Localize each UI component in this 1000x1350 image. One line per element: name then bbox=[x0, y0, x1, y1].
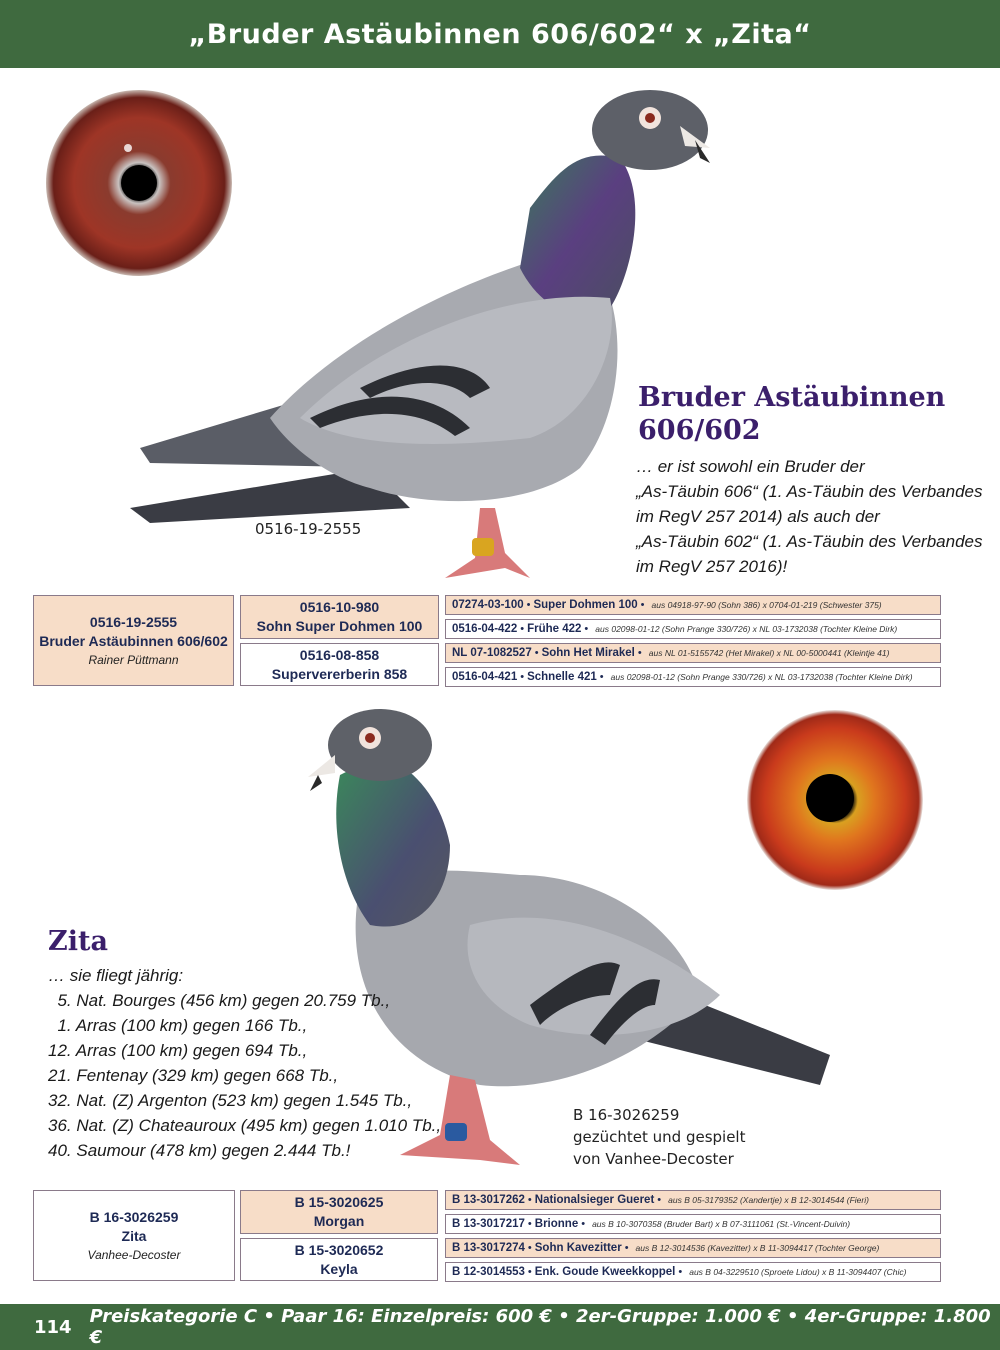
cock-grandparent-row: NL 07-1082527 • Sohn Het Mirakel • aus NL 01-5155742 (Het Mirakel) x NL 00-5000441 (Kleintje 41) bbox=[445, 643, 941, 663]
hen-grandparent-row: B 13-3017274 • Sohn Kavezitter • aus B 12-3014536 (Kavezitter) x B 11-3094417 (Tochter George) bbox=[445, 1238, 941, 1258]
subject-ring: B 16-3026259 bbox=[89, 1208, 179, 1225]
page-number: 114 bbox=[34, 1316, 72, 1338]
hen-results bbox=[48, 963, 441, 1163]
cock-ring-caption: 0516-19-2555 bbox=[255, 520, 362, 538]
hen-caption-line: von Vanhee-Decoster bbox=[573, 1150, 734, 1168]
subject-name: Zita bbox=[121, 1227, 147, 1244]
father-name: Morgan bbox=[313, 1213, 365, 1229]
cock-grandparent-row: 0516-04-421 • Schnelle 421 • aus 02098-01-12 (Sohn Prange 330/726) x NL 03-1732038 (Tochter Kleine Dirk) bbox=[445, 667, 941, 687]
hen-grandparent-row: B 13-3017217 • Brionne • aus B 10-3070358 (Bruder Bart) x B 07-3111061 (St.-Vincent-Duivin) bbox=[445, 1214, 941, 1234]
cock-description-line: im RegV 257 2016)! bbox=[636, 557, 788, 576]
hen-heading: Zita bbox=[48, 926, 108, 957]
hen-intro: … sie fliegt jährig: bbox=[48, 966, 184, 985]
father-ring: 0516-10-980 bbox=[299, 599, 380, 615]
hen-grandparent-row: B 13-3017262 • Nationalsieger Gueret • aus B 05-3179352 (Xandertje) x B 12-3014544 (Fieri) bbox=[445, 1190, 941, 1210]
hen-pedigree-mother bbox=[240, 1238, 438, 1281]
hen-caption-line: gezüchtet und gespielt bbox=[573, 1128, 746, 1146]
cock-grandparent-row: 07274-03-100 • Super Dohmen 100 • aus 04918-97-90 (Sohn 386) x 0704-01-219 (Schwester 375) bbox=[445, 595, 941, 615]
cock-pedigree-father bbox=[240, 595, 439, 639]
price-info: Preiskategorie C • Paar 16: Einzelpreis: 600 € • 2er-Gruppe: 1.000 € • 4er-Gruppe: 1.800 € bbox=[89, 1306, 991, 1348]
hen-result-line: 40. Saumour (478 km) gegen 2.444 Tb.! bbox=[48, 1141, 351, 1160]
mother-name: Supervererberin 858 bbox=[271, 665, 408, 682]
subject-name: Bruder Astäubinnen 606/602 bbox=[39, 632, 228, 649]
subject-breeder: Vanhee-Decoster bbox=[87, 1247, 181, 1262]
cock-pedigree-mother bbox=[240, 643, 439, 686]
page-title: „Bruder Astäubinnen 606/602“ x „Zita“ bbox=[188, 18, 812, 50]
cock-heading-line1: Bruder Astäubinnen bbox=[638, 382, 946, 413]
mother-name: Keyla bbox=[320, 1260, 358, 1277]
subject-breeder: Rainer Püttmann bbox=[88, 652, 179, 667]
cock-description-line: im RegV 257 2014) als auch der bbox=[636, 507, 880, 526]
hen-result-line: 36. Nat. (Z) Chateauroux (495 km) gegen 1.010 Tb., bbox=[48, 1116, 442, 1135]
hen-pedigree-subject bbox=[33, 1190, 235, 1281]
cock-description bbox=[636, 454, 982, 579]
header-bar bbox=[0, 0, 1000, 68]
cock-pedigree-subject bbox=[33, 595, 234, 686]
hen-result-line: 5. Nat. Bourges (456 km) gegen 20.759 Tb., bbox=[48, 991, 391, 1010]
cock-description-line: … er ist sowohl ein Bruder der bbox=[636, 457, 865, 476]
hen-pedigree-father bbox=[240, 1190, 438, 1234]
footer-bar bbox=[0, 1304, 1000, 1350]
subject-ring: 0516-19-2555 bbox=[89, 613, 178, 630]
pigeon-cock-photo bbox=[110, 88, 720, 598]
hen-result-line: 32. Nat. (Z) Argenton (523 km) gegen 1.545 Tb., bbox=[48, 1091, 413, 1110]
father-ring: B 15-3020625 bbox=[294, 1194, 384, 1210]
hen-caption bbox=[573, 1104, 745, 1170]
hen-result-line: 1. Arras (100 km) gegen 166 Tb., bbox=[48, 1016, 308, 1035]
mother-ring: 0516-08-858 bbox=[299, 646, 380, 663]
cock-heading-line2: 606/602 bbox=[638, 415, 761, 446]
mother-ring: B 15-3020652 bbox=[294, 1241, 384, 1258]
father-name: Sohn Super Dohmen 100 bbox=[256, 618, 423, 634]
cock-description-line: „As-Täubin 606“ (1. As-Täubin des Verbandes bbox=[636, 482, 983, 501]
hen-result-line: 12. Arras (100 km) gegen 694 Tb., bbox=[48, 1041, 308, 1060]
cock-grandparent-row: 0516-04-422 • Frühe 422 • aus 02098-01-12 (Sohn Prange 330/726) x NL 03-1732038 (Tochter Kleine Dirk) bbox=[445, 619, 941, 639]
hen-grandparent-row: B 12-3014553 • Enk. Goude Kweekkoppel • aus B 04-3229510 (Sproete Lidou) x B 11-3094407 (Chic) bbox=[445, 1262, 941, 1282]
cock-description-line: „As-Täubin 602“ (1. As-Täubin des Verbandes bbox=[636, 532, 983, 551]
hen-caption-line: B 16-3026259 bbox=[573, 1106, 680, 1124]
hen-result-line: 21. Fentenay (329 km) gegen 668 Tb., bbox=[48, 1066, 339, 1085]
